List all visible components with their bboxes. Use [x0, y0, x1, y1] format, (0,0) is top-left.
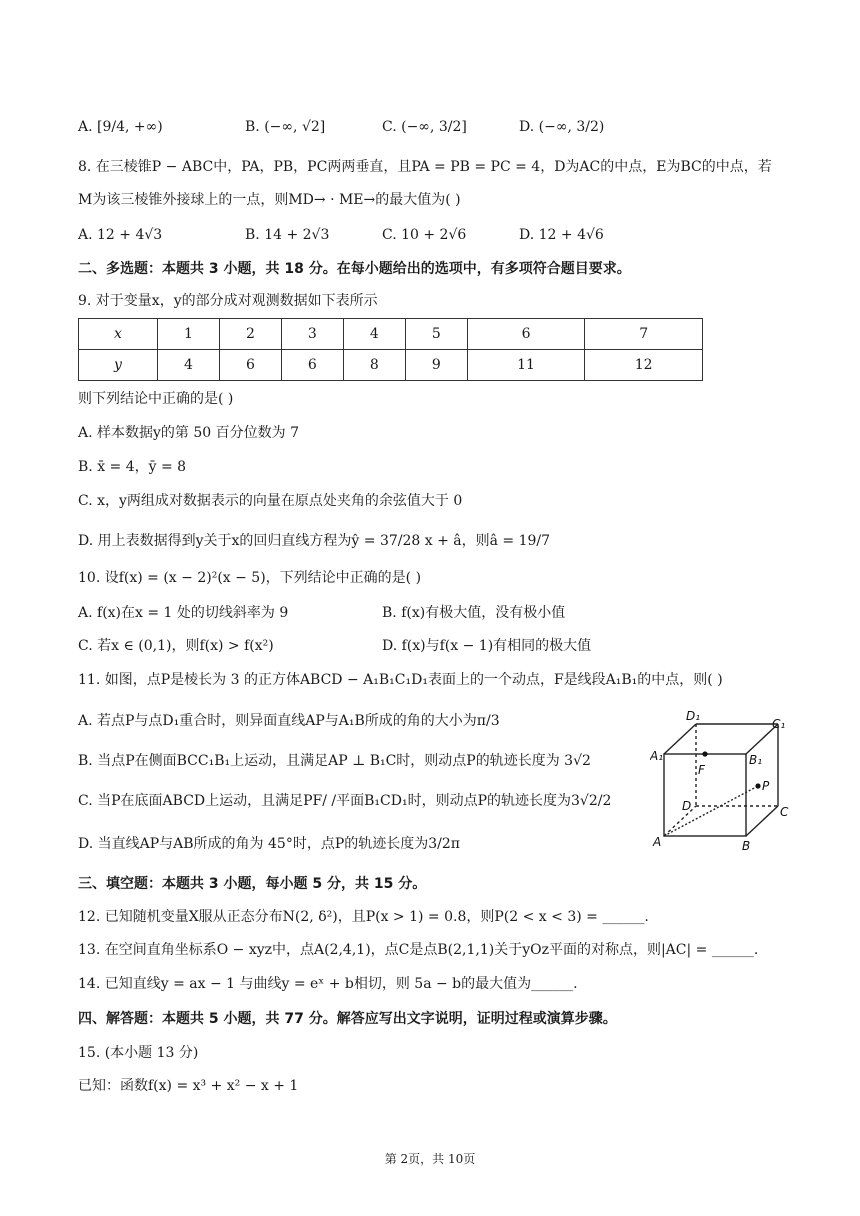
q15-given: 已知：函数f(x) = x³ + x² − x + 1 [78, 1078, 299, 1094]
q7-option-c: C. (−∞, 3/2] [382, 119, 467, 135]
q10-option-d: D. f(x)与f(x − 1)有相同的极大值 [382, 638, 592, 654]
q7-option-d: D. (−∞, 3/2) [519, 119, 605, 135]
table-row-x [79, 319, 703, 350]
table-cell: 4 [343, 319, 405, 350]
edge-a1-d1 [664, 724, 696, 754]
label-d: D [682, 799, 692, 813]
q8-options [78, 225, 798, 245]
q8-option-b: B. 14 + 2√3 [245, 227, 330, 243]
q14-stem: 14. 已知直线y = ax − 1 与曲线y = eˣ + b相切，则 5a − b的最大值为______. [78, 976, 578, 992]
table-cell: 7 [585, 319, 703, 350]
cube-figure [650, 706, 800, 856]
q13-stem: 13. 在空间直角坐标系O − xyz中，点A(2,4,1)，点C是点B(2,1,1)关于yOz平面的对称点，则|AC| = ______. [78, 942, 759, 958]
table-row-y [79, 350, 703, 381]
table-cell: x [79, 319, 158, 350]
table-cell: 4 [158, 350, 220, 381]
q10-stem: 10. 设f(x) = (x − 2)²(x − 5)，下列结论中正确的是( ) [78, 570, 422, 586]
q7-options [78, 117, 798, 137]
q8-stem-line2: M为该三棱锥外接球上的一点，则MD→ · ME→的最大值为( ) [78, 192, 461, 208]
page-footer: 第 2页，共 10页 [384, 1152, 476, 1166]
q9-option-a: A. 样本数据y的第 50 百分位数为 7 [78, 425, 299, 441]
q8-option-a: A. 12 + 4√3 [78, 227, 163, 243]
q10-options-row1 [78, 603, 798, 623]
label-d1: D₁ [686, 709, 701, 723]
q10-option-b: B. f(x)有极大值，没有极小值 [382, 605, 566, 621]
q9-option-c: C. x，y两组成对数据表示的向量在原点处夹角的余弦值大于 0 [78, 493, 463, 509]
q9-option-b: B. x̄ = 4，ȳ = 8 [78, 459, 187, 475]
table-cell: 8 [343, 350, 405, 381]
table-cell: 2 [219, 319, 281, 350]
table-cell: 6 [281, 350, 343, 381]
table-cell: y [79, 350, 158, 381]
q11-option-d: D. 当直线AP与AB所成的角为 45°时，点P的轨迹长度为3/2π [78, 836, 460, 852]
q10-options-row2 [78, 636, 798, 656]
table-cell: 12 [585, 350, 703, 381]
q8-option-c: C. 10 + 2√6 [382, 227, 467, 243]
q7-option-a: A. [9/4, +∞) [78, 119, 163, 135]
point-p [755, 783, 760, 788]
q15-header: 15. (本小题 13 分) [78, 1045, 199, 1061]
q11-option-b: B. 当点P在侧面BCC₁B₁上运动，且满足AP ⊥ B₁C时，则动点P的轨迹长度为 3√2 [78, 753, 591, 769]
front-face [664, 754, 746, 836]
q9-data-table [78, 318, 703, 381]
table-cell: 6 [219, 350, 281, 381]
q10-option-c: C. 若x ∈ (0,1)，则f(x) > f(x²) [78, 638, 274, 654]
table-cell: 5 [405, 319, 467, 350]
section-heading-fill-in: 三、填空题：本题共 3 小题，每小题 5 分，共 15 分。 [78, 876, 427, 892]
q9-option-d: D. 用上表数据得到y关于x的回归直线方程为ŷ = 37/28 x + â，则â = 19/7 [78, 533, 551, 549]
label-a: A [653, 835, 662, 849]
table-cell: 1 [158, 319, 220, 350]
q11-option-c: C. 当P在底面ABCD上运动，且满足PF/ /平面B₁CD₁时，则动点P的轨迹长度为3√2/2 [78, 793, 612, 809]
edge-b-c [746, 806, 778, 836]
q11-stem: 11. 如图，点P是棱长为 3 的正方体ABCD − A₁B₁C₁D₁表面上的一个动点，F是线段A₁B₁的中点，则( ) [78, 672, 723, 688]
table-cell: 9 [405, 350, 467, 381]
label-b1: B₁ [749, 753, 763, 767]
label-c1: C₁ [772, 717, 786, 731]
q9-stem: 9. 对于变量x，y的部分成对观测数据如下表所示 [78, 293, 378, 309]
label-f: F [698, 763, 705, 777]
segment-a-p [664, 786, 758, 836]
label-a1: A₁ [650, 749, 664, 763]
section-heading-solutions: 四、解答题：本题共 5 小题，共 77 分。解答应写出文字说明，证明过程或演算步骤。 [78, 1011, 617, 1027]
table-cell: 6 [467, 319, 585, 350]
q10-option-a: A. f(x)在x = 1 处的切线斜率为 9 [78, 605, 289, 621]
q9-prompt: 则下列结论中正确的是( ) [78, 391, 234, 407]
label-p: P [762, 779, 770, 793]
label-c: C [780, 805, 789, 819]
label-b: B [742, 839, 751, 853]
table-cell: 3 [281, 319, 343, 350]
q8-stem-line1: 8. 在三棱锥P − ABC中，PA，PB，PC两两垂直，且PA = PB = PC = 4，D为AC的中点，E为BC的中点，若 [78, 159, 772, 175]
table-cell: 11 [467, 350, 585, 381]
point-f [702, 751, 707, 756]
section-heading-multiple-choice: 二、多选题：本题共 3 小题，共 18 分。在每小题给出的选项中，有多项符合题目要求。 [78, 261, 631, 277]
q7-option-b: B. (−∞, √2] [245, 119, 326, 135]
q8-option-d: D. 12 + 4√6 [519, 227, 604, 243]
q12-stem: 12. 已知随机变量X服从正态分布N(2, δ²)，且P(x > 1) = 0.8，则P(2 < x < 3) = ______. [78, 909, 649, 925]
q11-option-a: A. 若点P与点D₁重合时，则异面直线AP与A₁B所成的角的大小为π/3 [78, 713, 500, 729]
